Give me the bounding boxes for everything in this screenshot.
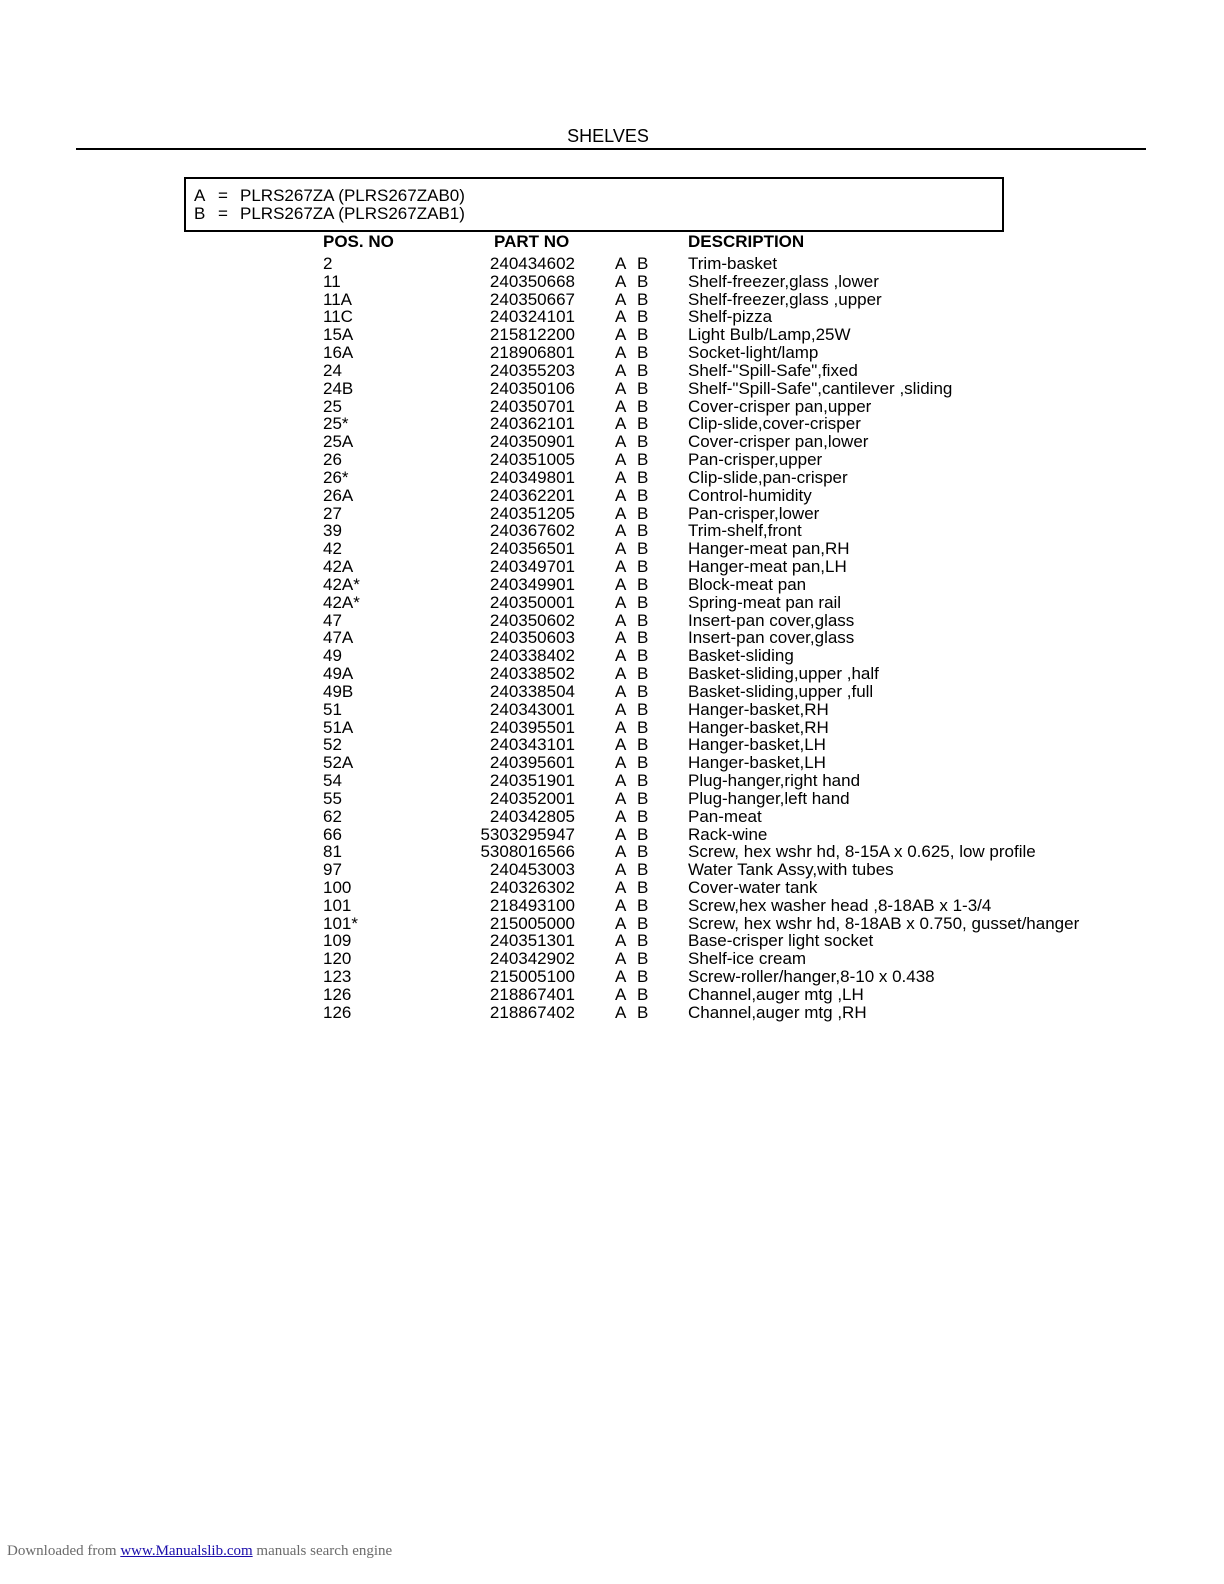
cell-model-a: A xyxy=(615,877,627,897)
table-row xyxy=(0,826,1224,844)
cell-model-a: A xyxy=(615,610,627,630)
footer-prefix: Downloaded from xyxy=(7,1543,121,1559)
cell-model-a: A xyxy=(615,967,627,987)
cell-part-no: 5303295947 xyxy=(480,824,575,844)
table-row xyxy=(0,612,1224,630)
cell-model-b: B xyxy=(637,664,649,684)
table-row xyxy=(0,451,1224,469)
table-row xyxy=(0,308,1224,326)
cell-model-a: A xyxy=(615,485,627,505)
table-row xyxy=(0,932,1224,950)
table-row xyxy=(0,594,1224,612)
page-title: SHELVES xyxy=(567,126,649,146)
cell-pos-no: 126 xyxy=(323,1002,352,1022)
cell-model-b: B xyxy=(637,414,649,434)
cell-description: Pan-meat xyxy=(688,806,762,826)
cell-description: Channel,auger mtg ,LH xyxy=(688,984,864,1004)
model-equals: = xyxy=(218,204,228,223)
model-name: PLRS267ZA (PLRS267ZAB0) xyxy=(240,186,465,205)
cell-model-a: A xyxy=(615,414,627,434)
cell-pos-no: 25 xyxy=(323,396,342,416)
cell-pos-no: 51A xyxy=(323,717,354,737)
cell-pos-no: 11C xyxy=(323,307,353,327)
cell-part-no: 240343101 xyxy=(489,735,575,755)
cell-description: Screw, hex wshr hd, 8-15A x 0.625, low profile xyxy=(688,842,1036,862)
cell-part-no: 5308016566 xyxy=(480,842,575,862)
cell-pos-no: 101 xyxy=(323,895,352,915)
table-row xyxy=(0,362,1224,380)
manualslib-link[interactable]: www.Manualslib.com xyxy=(120,1543,253,1559)
cell-description: Shelf-"Spill-Safe",fixed xyxy=(688,360,858,380)
cell-part-no: 240356501 xyxy=(489,539,575,559)
cell-description: Block-meat pan xyxy=(688,574,807,594)
cell-model-b: B xyxy=(637,931,649,951)
cell-part-no: 240326302 xyxy=(489,877,575,897)
cell-model-b: B xyxy=(637,860,649,880)
cell-part-no: 240350668 xyxy=(489,271,575,291)
cell-pos-no: 25A xyxy=(323,432,354,452)
cell-description: Trim-shelf,front xyxy=(688,521,802,541)
cell-model-b: B xyxy=(637,450,649,470)
cell-model-a: A xyxy=(615,360,627,380)
cell-model-b: B xyxy=(637,913,649,933)
cell-part-no: 240350001 xyxy=(489,592,575,612)
cell-description: Hanger-basket,RH xyxy=(688,699,829,719)
cell-pos-no: 26* xyxy=(323,467,349,487)
model-code: A xyxy=(194,186,206,205)
cell-model-b: B xyxy=(637,628,649,648)
cell-model-b: B xyxy=(637,360,649,380)
cell-model-a: A xyxy=(615,681,627,701)
cell-model-a: A xyxy=(615,628,627,648)
table-row xyxy=(0,719,1224,737)
cell-model-a: A xyxy=(615,432,627,452)
model-code: B xyxy=(194,204,206,223)
cell-model-b: B xyxy=(637,485,649,505)
cell-part-no: 240350106 xyxy=(489,378,575,398)
cell-model-b: B xyxy=(637,842,649,862)
cell-description: Cover-crisper pan,lower xyxy=(688,432,869,452)
cell-model-a: A xyxy=(615,949,627,969)
cell-part-no: 240367602 xyxy=(489,521,575,541)
cell-model-b: B xyxy=(637,949,649,969)
cell-part-no: 240453003 xyxy=(489,860,575,880)
cell-model-a: A xyxy=(615,271,627,291)
cell-model-b: B xyxy=(637,735,649,755)
cell-pos-no: 126 xyxy=(323,984,352,1004)
cell-part-no: 240362201 xyxy=(489,485,575,505)
table-row xyxy=(0,790,1224,808)
cell-description: Plug-hanger,right hand xyxy=(688,771,861,791)
table-row xyxy=(0,540,1224,558)
table-row xyxy=(0,736,1224,754)
cell-model-a: A xyxy=(615,450,627,470)
cell-model-a: A xyxy=(615,325,627,345)
cell-description: Light Bulb/Lamp,25W xyxy=(688,325,851,345)
cell-model-a: A xyxy=(615,254,627,273)
cell-model-b: B xyxy=(637,539,649,559)
cell-description: Trim-basket xyxy=(688,254,778,273)
cell-pos-no: 81 xyxy=(323,842,342,862)
cell-model-b: B xyxy=(637,307,649,327)
cell-pos-no: 52A xyxy=(323,753,354,773)
cell-part-no: 240350667 xyxy=(489,289,575,309)
cell-description: Shelf-"Spill-Safe",cantilever ,sliding xyxy=(688,378,953,398)
cell-model-b: B xyxy=(637,574,649,594)
table-row xyxy=(0,915,1224,933)
cell-pos-no: 100 xyxy=(323,877,352,897)
parts-table-header xyxy=(0,233,1224,251)
cell-pos-no: 123 xyxy=(323,967,352,987)
cell-model-b: B xyxy=(637,717,649,737)
cell-model-a: A xyxy=(615,735,627,755)
cell-model-a: A xyxy=(615,557,627,577)
cell-part-no: 218906801 xyxy=(489,343,575,363)
cell-model-a: A xyxy=(615,895,627,915)
table-row xyxy=(0,772,1224,790)
cell-description: Cover-water tank xyxy=(688,877,818,897)
table-row xyxy=(0,505,1224,523)
cell-pos-no: 47A xyxy=(323,628,354,648)
cell-pos-no: 24B xyxy=(323,378,354,398)
download-footer xyxy=(7,1542,392,1560)
cell-pos-no: 49A xyxy=(323,664,354,684)
cell-pos-no: 42 xyxy=(323,539,342,559)
cell-model-b: B xyxy=(637,877,649,897)
cell-model-a: A xyxy=(615,931,627,951)
cell-model-a: A xyxy=(615,289,627,309)
header-pos-no: POS. NO xyxy=(323,232,394,251)
cell-part-no: 240349701 xyxy=(489,557,575,577)
table-row xyxy=(0,950,1224,968)
cell-pos-no: 16A xyxy=(323,343,354,363)
cell-model-a: A xyxy=(615,717,627,737)
cell-part-no: 218867401 xyxy=(489,984,575,1004)
cell-model-b: B xyxy=(637,788,649,808)
cell-description: Pan-crisper,lower xyxy=(688,503,820,523)
table-row xyxy=(0,326,1224,344)
cell-model-a: A xyxy=(615,806,627,826)
cell-part-no: 240324101 xyxy=(489,307,575,327)
cell-pos-no: 47 xyxy=(323,610,342,630)
cell-part-no: 240349801 xyxy=(489,467,575,487)
cell-description: Channel,auger mtg ,RH xyxy=(688,1002,867,1022)
cell-pos-no: 55 xyxy=(323,788,342,808)
cell-model-a: A xyxy=(615,307,627,327)
cell-description: Rack-wine xyxy=(688,824,768,844)
cell-model-b: B xyxy=(637,681,649,701)
cell-pos-no: 26 xyxy=(323,450,342,470)
cell-model-a: A xyxy=(615,984,627,1004)
cell-part-no: 215005000 xyxy=(489,913,575,933)
cell-model-a: A xyxy=(615,753,627,773)
cell-description: Shelf-freezer,glass ,lower xyxy=(688,271,879,291)
table-row xyxy=(0,897,1224,915)
cell-part-no: 240342805 xyxy=(489,806,575,826)
cell-model-a: A xyxy=(615,824,627,844)
cell-part-no: 240338502 xyxy=(489,664,575,684)
cell-pos-no: 120 xyxy=(323,949,352,969)
cell-model-b: B xyxy=(637,771,649,791)
cell-description: Insert-pan cover,glass xyxy=(688,628,855,648)
cell-description: Base-crisper light socket xyxy=(688,931,874,951)
table-row xyxy=(0,879,1224,897)
cell-description: Shelf-pizza xyxy=(688,307,773,327)
cell-model-a: A xyxy=(615,539,627,559)
cell-description: Hanger-basket,LH xyxy=(688,735,826,755)
cell-model-a: A xyxy=(615,592,627,612)
cell-pos-no: 11 xyxy=(323,271,341,291)
cell-part-no: 240350603 xyxy=(489,628,575,648)
cell-part-no: 240352001 xyxy=(489,788,575,808)
cell-part-no: 240395501 xyxy=(489,717,575,737)
table-row xyxy=(0,415,1224,433)
table-row xyxy=(0,647,1224,665)
cell-part-no: 240351301 xyxy=(489,931,575,951)
title-divider xyxy=(76,148,1146,150)
cell-description: Cover-crisper pan,upper xyxy=(688,396,872,416)
cell-description: Control-humidity xyxy=(688,485,812,505)
cell-description: Hanger-meat pan,LH xyxy=(688,557,847,577)
cell-part-no: 215005100 xyxy=(489,967,575,987)
cell-pos-no: 24 xyxy=(323,360,342,380)
cell-pos-no: 49B xyxy=(323,681,354,701)
cell-model-b: B xyxy=(637,592,649,612)
cell-pos-no: 54 xyxy=(323,771,342,791)
cell-part-no: 240355203 xyxy=(489,360,575,380)
parts-table-body xyxy=(0,255,1224,1022)
cell-model-a: A xyxy=(615,788,627,808)
header-part-no: PART NO xyxy=(494,232,570,251)
cell-description: Hanger-meat pan,RH xyxy=(688,539,850,559)
table-row xyxy=(0,398,1224,416)
model-legend-a xyxy=(186,187,1002,205)
table-row xyxy=(0,629,1224,647)
cell-part-no: 218493100 xyxy=(489,895,575,915)
cell-model-b: B xyxy=(637,325,649,345)
cell-part-no: 240343001 xyxy=(489,699,575,719)
cell-model-a: A xyxy=(615,913,627,933)
cell-description: Clip-slide,cover-crisper xyxy=(688,414,861,434)
cell-model-b: B xyxy=(637,557,649,577)
cell-part-no: 240350701 xyxy=(489,396,575,416)
cell-pos-no: 66 xyxy=(323,824,342,844)
table-row xyxy=(0,808,1224,826)
cell-pos-no: 15A xyxy=(323,325,354,345)
cell-part-no: 240338504 xyxy=(489,681,575,701)
cell-part-no: 240350901 xyxy=(489,432,575,452)
cell-model-b: B xyxy=(637,343,649,363)
cell-pos-no: 49 xyxy=(323,646,342,666)
model-equals: = xyxy=(218,186,228,205)
cell-pos-no: 42A xyxy=(323,557,354,577)
cell-pos-no: 62 xyxy=(323,806,342,826)
cell-model-b: B xyxy=(637,289,649,309)
cell-pos-no: 11A xyxy=(323,289,352,309)
cell-pos-no: 109 xyxy=(323,931,352,951)
cell-part-no: 240349901 xyxy=(489,574,575,594)
cell-model-b: B xyxy=(637,378,649,398)
cell-part-no: 215812200 xyxy=(489,325,575,345)
table-row xyxy=(0,344,1224,362)
table-row xyxy=(0,255,1224,273)
cell-description: Plug-hanger,left hand xyxy=(688,788,850,808)
header-description: DESCRIPTION xyxy=(688,232,805,251)
cell-model-b: B xyxy=(637,806,649,826)
table-row xyxy=(0,487,1224,505)
cell-pos-no: 26A xyxy=(323,485,354,505)
model-name: PLRS267ZA (PLRS267ZAB1) xyxy=(240,204,465,223)
model-legend-b xyxy=(186,205,1002,223)
cell-model-b: B xyxy=(637,1002,649,1022)
cell-pos-no: 2 xyxy=(323,254,333,273)
cell-description: Basket-sliding,upper ,half xyxy=(688,664,879,684)
cell-part-no: 240350602 xyxy=(489,610,575,630)
cell-model-b: B xyxy=(637,895,649,915)
table-row xyxy=(0,433,1224,451)
cell-model-a: A xyxy=(615,467,627,487)
cell-model-b: B xyxy=(637,984,649,1004)
cell-model-a: A xyxy=(615,396,627,416)
cell-description: Screw, hex wshr hd, 8-18AB x 0.750, gusset/hanger xyxy=(688,913,1080,933)
cell-pos-no: 51 xyxy=(323,699,342,719)
cell-description: Basket-sliding xyxy=(688,646,794,666)
cell-model-a: A xyxy=(615,574,627,594)
cell-model-b: B xyxy=(637,254,649,273)
cell-model-b: B xyxy=(637,646,649,666)
cell-description: Basket-sliding,upper ,full xyxy=(688,681,874,701)
cell-pos-no: 42A* xyxy=(323,574,360,594)
cell-model-a: A xyxy=(615,860,627,880)
table-row xyxy=(0,683,1224,701)
cell-part-no: 240351205 xyxy=(489,503,575,523)
cell-model-a: A xyxy=(615,842,627,862)
cell-model-b: B xyxy=(637,753,649,773)
cell-description: Pan-crisper,upper xyxy=(688,450,823,470)
table-row xyxy=(0,558,1224,576)
table-row xyxy=(0,843,1224,861)
cell-model-b: B xyxy=(637,699,649,719)
cell-description: Clip-slide,pan-crisper xyxy=(688,467,848,487)
cell-description: Water Tank Assy,with tubes xyxy=(688,860,894,880)
cell-model-b: B xyxy=(637,610,649,630)
cell-part-no: 240338402 xyxy=(489,646,575,666)
cell-model-a: A xyxy=(615,521,627,541)
table-row xyxy=(0,576,1224,594)
cell-part-no: 240342902 xyxy=(489,949,575,969)
cell-model-a: A xyxy=(615,343,627,363)
table-row xyxy=(0,469,1224,487)
footer-suffix: manuals search engine xyxy=(252,1543,393,1559)
cell-part-no: 240351005 xyxy=(489,450,575,470)
table-row xyxy=(0,1004,1224,1022)
cell-model-a: A xyxy=(615,646,627,666)
cell-part-no: 240362101 xyxy=(489,414,575,434)
cell-description: Hanger-basket,RH xyxy=(688,717,829,737)
cell-model-b: B xyxy=(637,396,649,416)
cell-model-b: B xyxy=(637,967,649,987)
cell-part-no: 240395601 xyxy=(489,753,575,773)
cell-pos-no: 39 xyxy=(323,521,342,541)
cell-description: Screw,hex washer head ,8-18AB x 1-3/4 xyxy=(688,895,992,915)
table-row xyxy=(0,701,1224,719)
cell-part-no: 240434602 xyxy=(489,254,575,273)
cell-part-no: 218867402 xyxy=(489,1002,575,1022)
cell-description: Screw-roller/hanger,8-10 x 0.438 xyxy=(688,967,935,987)
cell-model-a: A xyxy=(615,664,627,684)
cell-model-b: B xyxy=(637,503,649,523)
table-row xyxy=(0,522,1224,540)
cell-model-a: A xyxy=(615,699,627,719)
cell-model-a: A xyxy=(615,771,627,791)
cell-model-b: B xyxy=(637,521,649,541)
cell-part-no: 240351901 xyxy=(489,771,575,791)
cell-pos-no: 97 xyxy=(323,860,342,880)
cell-description: Socket-light/lamp xyxy=(688,343,819,363)
cell-model-b: B xyxy=(637,824,649,844)
cell-description: Shelf-freezer,glass ,upper xyxy=(688,289,882,309)
cell-model-b: B xyxy=(637,467,649,487)
table-row xyxy=(0,665,1224,683)
table-row xyxy=(0,754,1224,772)
cell-description: Hanger-basket,LH xyxy=(688,753,826,773)
cell-pos-no: 52 xyxy=(323,735,342,755)
cell-description: Shelf-ice cream xyxy=(688,949,807,969)
cell-model-a: A xyxy=(615,503,627,523)
cell-model-b: B xyxy=(637,271,649,291)
model-legend-box xyxy=(184,177,1004,232)
table-row xyxy=(0,986,1224,1004)
table-row xyxy=(0,968,1224,986)
cell-description: Spring-meat pan rail xyxy=(688,592,842,612)
table-row xyxy=(0,291,1224,309)
cell-pos-no: 25* xyxy=(323,414,349,434)
table-row xyxy=(0,380,1224,398)
cell-model-a: A xyxy=(615,1002,627,1022)
cell-model-a: A xyxy=(615,378,627,398)
cell-model-b: B xyxy=(637,432,649,452)
table-row xyxy=(0,861,1224,879)
cell-pos-no: 101* xyxy=(323,913,358,933)
cell-description: Insert-pan cover,glass xyxy=(688,610,855,630)
cell-pos-no: 27 xyxy=(323,503,342,523)
table-row xyxy=(0,273,1224,291)
cell-pos-no: 42A* xyxy=(323,592,360,612)
